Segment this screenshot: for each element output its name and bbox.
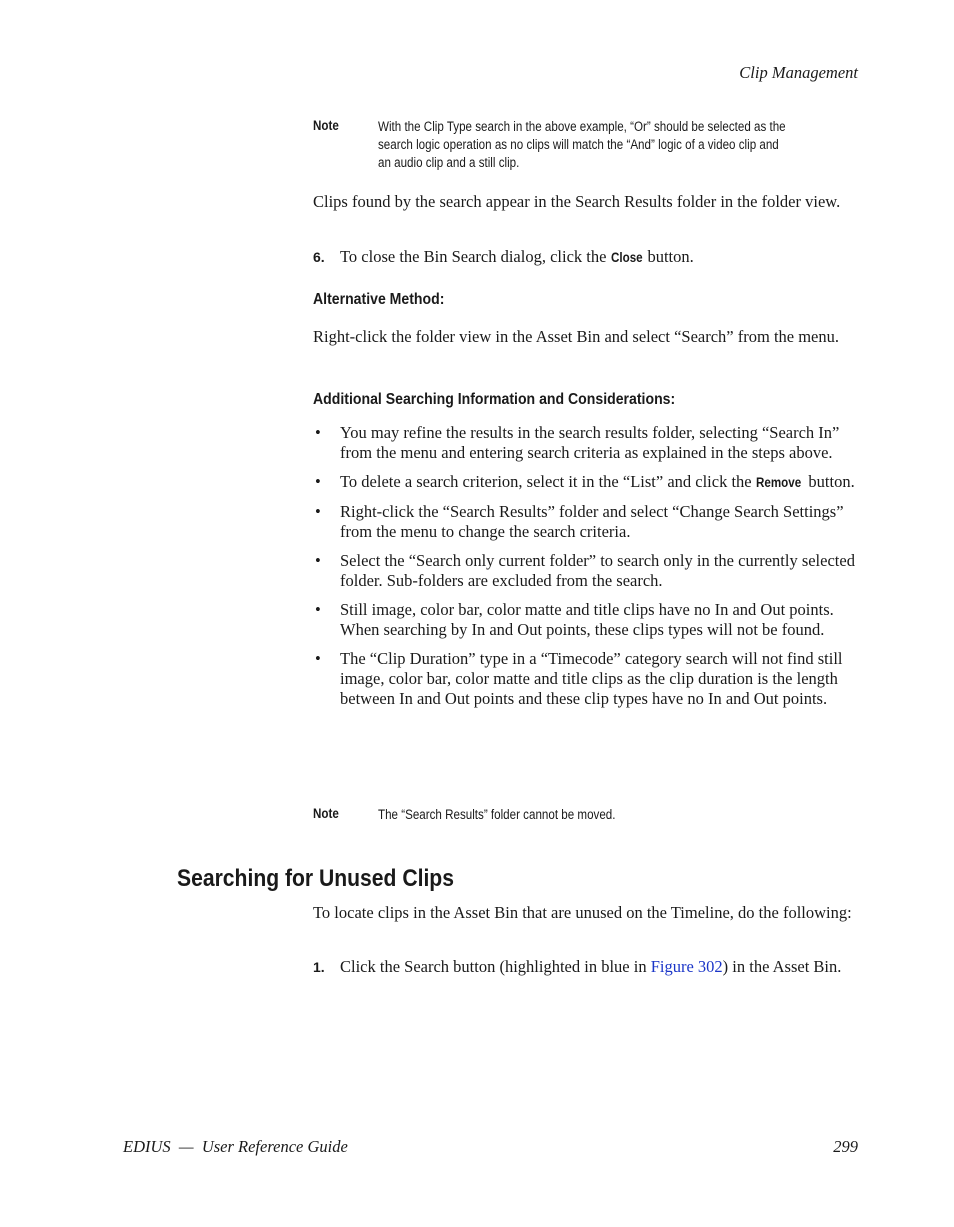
step-number: 1.: [313, 959, 325, 975]
list-item: [313, 551, 858, 591]
note-block: [313, 118, 858, 172]
note-text: With the Clip Type search in the above example, “Or” should be selected as the search logic operation as no clips will match the “And” logic of a video clip and an audio clip and a still clip.: [378, 119, 786, 170]
note-label: Note: [313, 118, 339, 133]
list-item-text: Still image, color bar, color matte and title clips have no In and Out points. When searching by In and Out points, these clips types will not be found.: [340, 600, 834, 639]
list-item-text: Right-click the “Search Results” folder and select “Change Search Settings” from the menu to change the search criteria.: [340, 502, 844, 541]
section-intro-paragraph: To locate clips in the Asset Bin that are unused on the Timeline, do the following:: [313, 903, 852, 922]
bullet-icon: •: [315, 423, 321, 442]
close-button-term: Close: [610, 250, 643, 265]
bullet-icon: •: [315, 502, 321, 521]
bullet-icon: •: [315, 649, 321, 668]
step-6: [313, 247, 858, 268]
note-block: [313, 806, 858, 824]
list-item-text: The “Clip Duration” type in a “Timecode” category search will not find still image, color bar, color matte and title clips as the clip duration is the length between In and Out points and these clip types have no In and Out points.: [340, 649, 843, 708]
step-1: [313, 957, 858, 977]
list-item-text-after: button.: [804, 472, 855, 491]
note-text: The “Search Results” folder cannot be moved.: [378, 807, 616, 822]
list-item-text-before: To delete a search criterion, select it in the “List” and click the: [340, 472, 756, 491]
list-item: [313, 472, 858, 493]
alternative-method-heading: Alternative Method:: [313, 291, 445, 308]
footer-guide-title: EDIUS — User Reference Guide: [123, 1137, 348, 1156]
additional-info-heading: Additional Searching Information and Considerations:: [313, 391, 676, 408]
list-item-text: Select the “Search only current folder” to search only in the currently selected folder. Sub-folders are excluded from the search.: [340, 551, 855, 590]
list-item-text: [340, 472, 858, 493]
list-item: [313, 649, 858, 709]
list-item: [313, 502, 858, 542]
step-text: [340, 247, 858, 268]
bullet-icon: •: [315, 600, 321, 619]
note-label: Note: [313, 806, 339, 821]
alternative-method-paragraph: Right-click the folder view in the Asset Bin and select “Search” from the menu.: [313, 327, 840, 346]
bullet-icon: •: [315, 551, 321, 570]
list-item: [313, 423, 858, 463]
step-text-after: ) in the Asset Bin.: [722, 957, 842, 976]
list-item: [313, 600, 858, 640]
bullet-icon: •: [315, 472, 321, 491]
step-text: [340, 957, 858, 977]
footer-page-number: 299: [833, 1137, 858, 1156]
section-heading: Searching for Unused Clips: [177, 865, 454, 892]
remove-button-term: Remove: [755, 475, 801, 490]
search-results-paragraph: Clips found by the search appear in the Search Results folder in the folder view.: [313, 192, 841, 211]
step-text-after: button.: [643, 247, 694, 266]
running-header: Clip Management: [739, 63, 858, 82]
figure-302-link[interactable]: Figure 302: [650, 957, 723, 976]
list-item-text: You may refine the results in the search results folder, selecting “Search In” from the menu and entering search criteria as explained in the steps above.: [340, 423, 840, 462]
step-number: 6.: [313, 249, 325, 265]
step-text-before: Click the Search button (highlighted in blue in: [340, 957, 651, 976]
considerations-list: [313, 423, 858, 718]
step-text-before: To close the Bin Search dialog, click the: [340, 247, 611, 266]
